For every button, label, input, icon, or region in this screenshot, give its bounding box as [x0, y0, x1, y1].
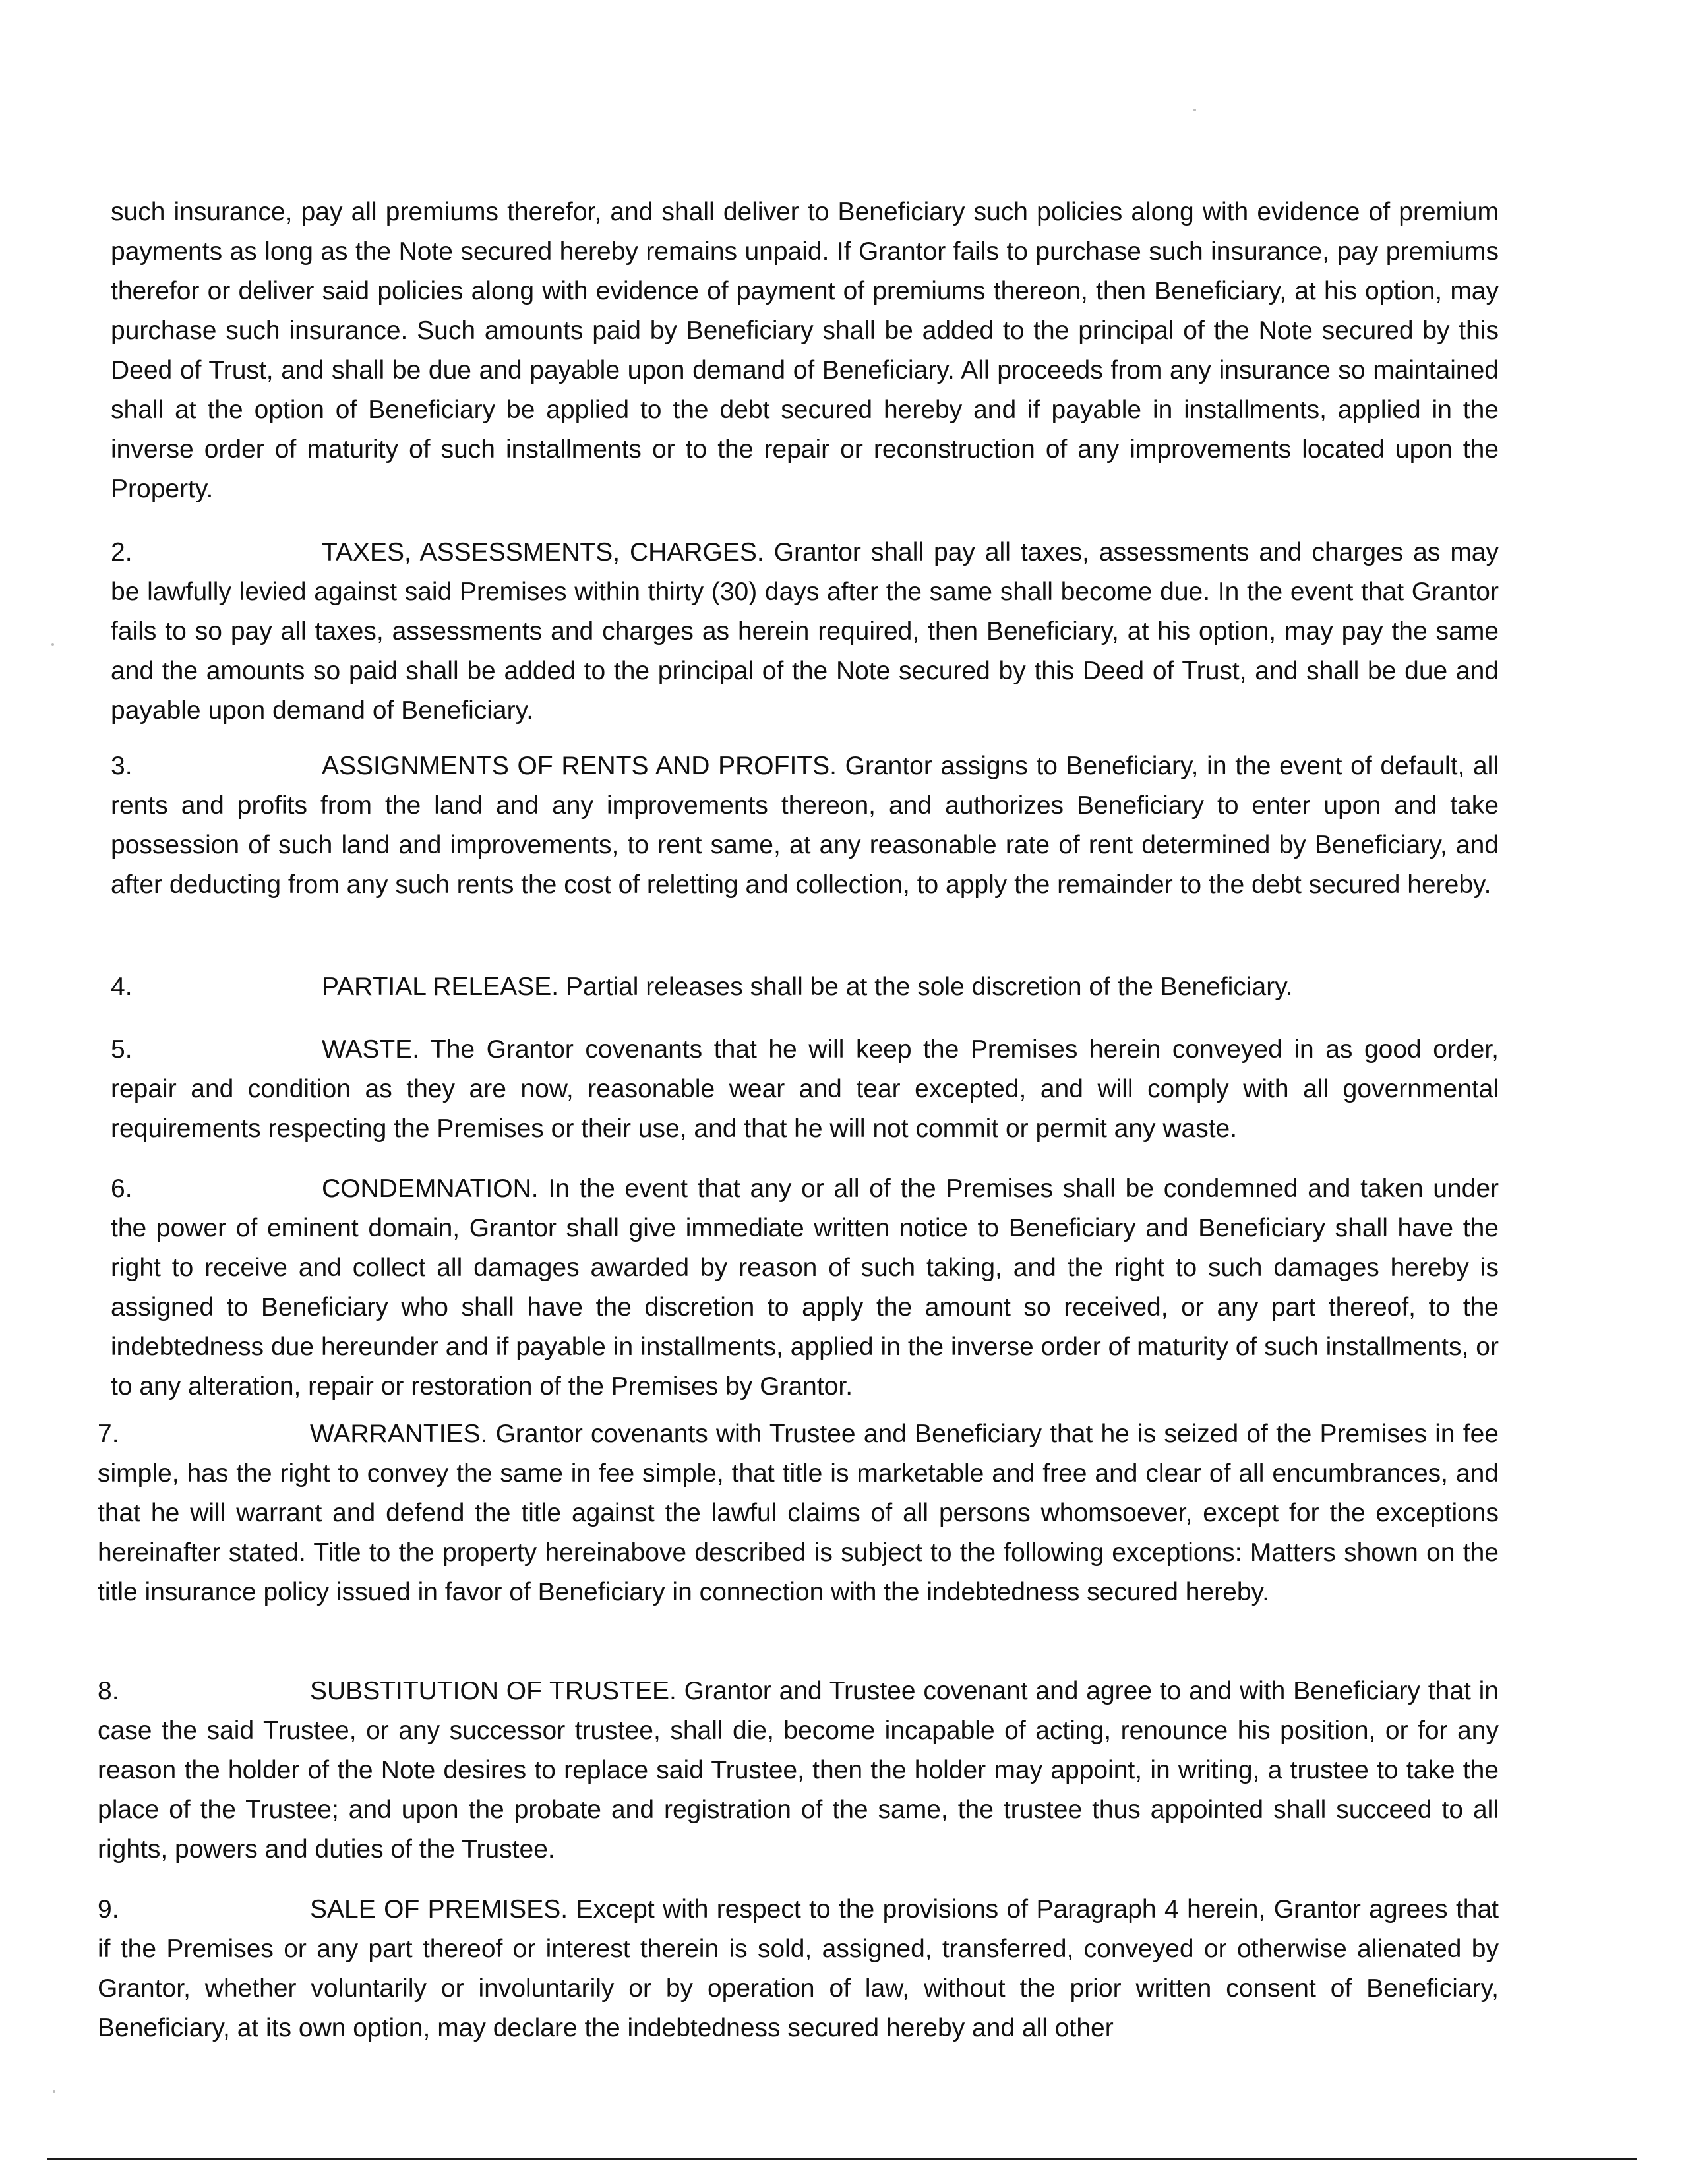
paragraph-text: PARTIAL RELEASE. Partial releases shall be at the sole discretion of the Beneficiary. [322, 973, 1293, 1001]
paragraph-number: 9. [98, 1895, 119, 1924]
paragraph-text: ASSIGNMENTS OF RENTS AND PROFITS. Grantor assigns to Beneficiary, in the event of default, all rents and profits from the land and any improvements thereon, and authorizes Beneficiary to enter upon and take possession of such land and improvements, to rent same, at any reasonable rate of rent determined by Beneficiary, and after deducting from any such rents the cost of reletting and collection, to apply the remainder to the debt secured hereby. [111, 752, 1499, 899]
scan-speck [1193, 109, 1196, 111]
paragraph-text: WARRANTIES. Grantor covenants with Trustee and Beneficiary that he is seized of the Premises in fee simple, has the right to convey the same in fee simple, that title is marketable and free and clear of all encumbrances, and that he will warrant and defend the title against the lawful claims of all persons whomsoever, except for the exceptions hereinafter stated. Title to the property hereinabove described is subject to the following exceptions: Matters shown on the title insurance policy issued in favor of Beneficiary in connection with the indebtedness secured hereby. [98, 1420, 1499, 1606]
paragraph-2 [111, 533, 1499, 731]
paragraph-5 [111, 1030, 1499, 1149]
paragraph-9 [98, 1890, 1499, 2048]
paragraph-text: SALE OF PREMISES. Except with respect to the provisions of Paragraph 4 herein, Grantor agrees that if the Premises or any part thereof or interest therein is sold, assigned, transferred, conveyed or otherwise alienated by Grantor, whether voluntarily or involuntarily or by operation of law, without the prior written consent of Beneficiary, Beneficiary, at its own option, may declare the indebtedness secured hereby and all other [98, 1895, 1499, 2042]
paragraph-8 [98, 1672, 1499, 1869]
paragraph-text: WASTE. The Grantor covenants that he will keep the Premises herein conveyed in as good order, repair and condition as they are now, reasonable wear and tear excepted, and will comply with all governmental requirements respecting the Premises or their use, and that he will not commit or permit any waste. [111, 1035, 1499, 1143]
paragraph-4 [111, 967, 1499, 1007]
paragraph-number: 6. [111, 1174, 133, 1203]
paragraph-number: 3. [111, 752, 133, 780]
continuation-paragraph: such insurance, pay all premiums therefor, and shall deliver to Beneficiary such policies along with evidence of premium payments as long as the Note secured hereby remains unpaid. If Grantor fails to purchase such insurance, pay premiums therefor or deliver said policies along with evidence of payment of premiums thereon, then Beneficiary, at his option, may purchase such insurance. Such amounts paid by Beneficiary shall be added to the principal of the Note secured by this Deed of Trust, and shall be due and payable upon demand of Beneficiary. All proceeds from any insurance so maintained shall at the option of Beneficiary be applied to the debt secured hereby and if payable in installments, applied in the inverse order of maturity of such installments or to the repair or reconstruction of any improvements located upon the Property. [111, 198, 1499, 503]
paragraph-3 [111, 746, 1499, 905]
paragraph-text: CONDEMNATION. In the event that any or all of the Premises shall be condemned and taken under the power of eminent domain, Grantor shall give immediate written notice to Beneficiary and Beneficiary shall have the right to receive and collect all damages awarded by reason of such taking, and the right to such damages hereby is assigned to Beneficiary who shall have the discretion to apply the amount so received, or any part thereof, to the indebtedness due hereunder and if payable in installments, applied in the inverse order of maturity of such installments, or to any alteration, repair or restoration of the Premises by Grantor. [111, 1174, 1499, 1401]
paragraph-7 [98, 1414, 1499, 1612]
footer-divider [47, 2158, 1637, 2160]
paragraph-6 [111, 1169, 1499, 1407]
paragraph-text: SUBSTITUTION OF TRUSTEE. Grantor and Trustee covenant and agree to and with Beneficiary that in case the said Trustee, or any successor trustee, shall die, become incapable of acting, renounce his position, or for any reason the holder of the Note desires to replace said Trustee, then the holder may appoint, in writing, a trustee to take the place of the Trustee; and upon the probate and registration of the same, the trustee thus appointed shall succeed to all rights, powers and duties of the Trustee. [98, 1677, 1499, 1864]
scan-speck [53, 2090, 55, 2093]
paragraph-number: 2. [111, 538, 133, 566]
paragraph-text: TAXES, ASSESSMENTS, CHARGES. Grantor shall pay all taxes, assessments and charges as may be lawfully levied against said Premises within thirty (30) days after the same shall become due. In the event that Grantor fails to so pay all taxes, assessments and charges as herein required, then Beneficiary, at his option, may pay the same and the amounts so paid shall be added to the principal of the Note secured by this Deed of Trust, and shall be due and payable upon demand of Beneficiary. [111, 538, 1499, 725]
paragraph-number: 5. [111, 1035, 133, 1064]
paragraph-number: 4. [111, 973, 133, 1001]
paragraph-number: 7. [98, 1420, 119, 1448]
scan-speck [51, 643, 54, 646]
paragraph-number: 8. [98, 1677, 119, 1705]
